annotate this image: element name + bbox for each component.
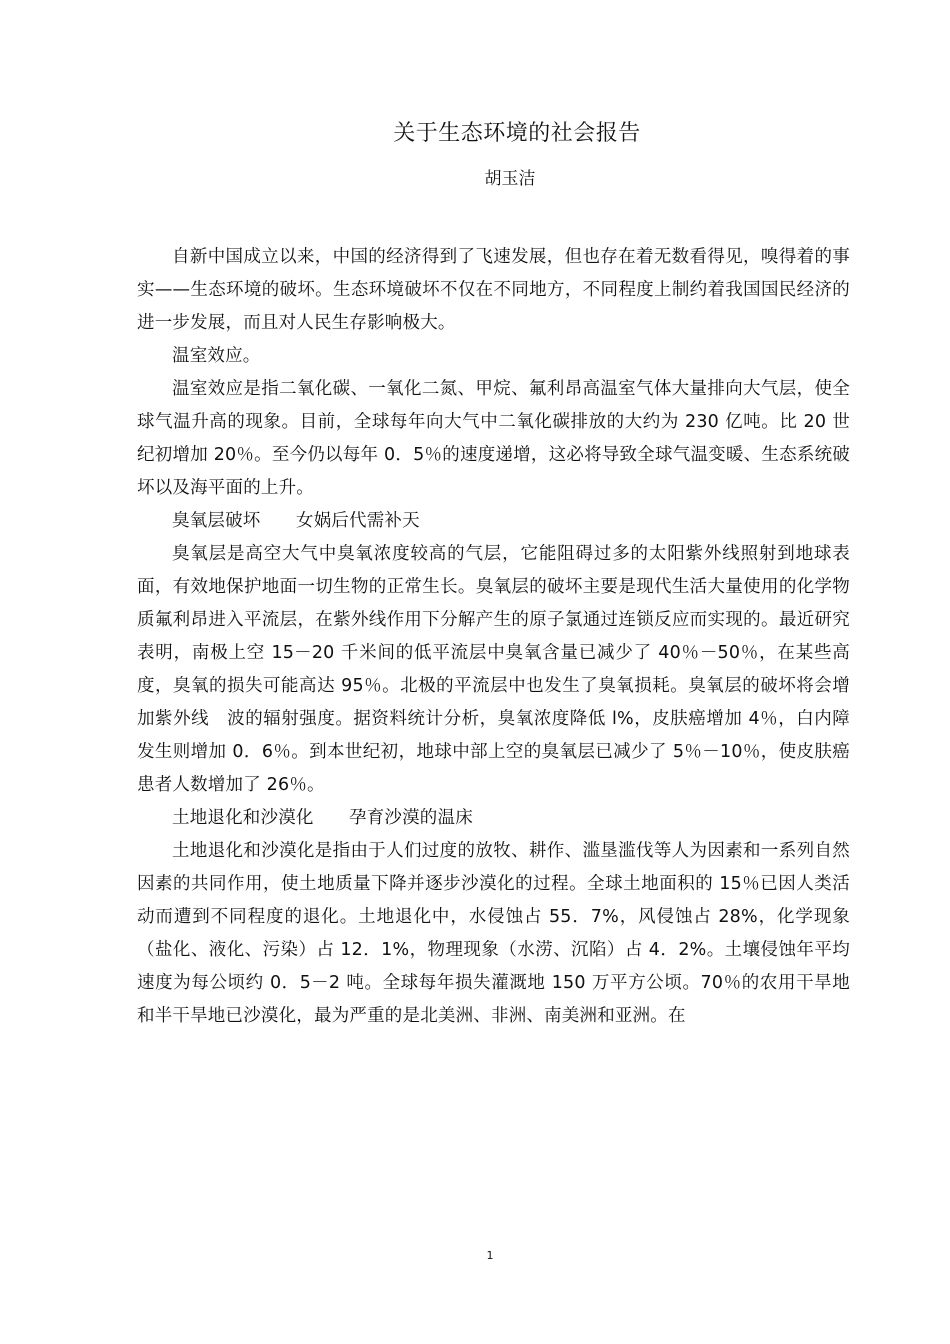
document-title: 关于生态环境的社会报告 (393, 121, 641, 146)
section-heading-desertification: 土地退化和沙漠化 孕育沙漠的温床 (172, 808, 473, 828)
page-number: 1 (486, 1249, 494, 1262)
section-heading-ozone: 臭氧层破坏 女娲后代需补天 (172, 511, 420, 531)
document-body (137, 241, 850, 1033)
paragraph-desertification: 土地退化和沙漠化是指由于人们过度的放牧、耕作、滥垦滥伐等人为因素和一系列自然因素的共同作用，使土地质量下降并逐步沙漠化的过程。全球土地面积的 15％已因人类活动而遭到不同程度的退化。土地退化中，水侵蚀占 55．7%，风侵蚀占 28%，化学现象（盐化、液化、污染）占 12．1%，物理现象（水涝、沉陷）占 4．2%。土壤侵蚀年平均速度为每公顷约 0．5－2 吨。全球每年损失灌溉地 150 万平方公顷。70％的农用干旱地和半干旱地已沙漠化，最为严重的是北美洲、非洲、南美洲和亚洲。在 (137, 841, 850, 1026)
document-author: 胡玉洁 (484, 169, 536, 189)
paragraph-greenhouse: 温室效应是指二氧化碳、一氧化二氮、甲烷、氟利昂高温室气体大量排向大气层，使全球气温升高的现象。目前，全球每年向大气中二氧化碳排放的大约为 230 亿吨。比 20 世纪初增加 20％。至今仍以每年 0．5％的速度递增，这必将导致全球气温变暖、生态系统破坏以及海平面的上升。 (137, 379, 850, 498)
section-heading-greenhouse: 温室效应。 (172, 346, 261, 366)
paragraph-intro: 自新中国成立以来，中国的经济得到了飞速发展，但也存在着无数看得见，嗅得着的事实——生态环境的破坏。生态环境破坏不仅在不同地方，不同程度上制约着我国国民经济的进一步发展，而且对人民生存影响极大。 (137, 247, 850, 333)
paragraph-ozone: 臭氧层是高空大气中臭氧浓度较高的气层，它能阻碍过多的太阳紫外线照射到地球表面，有效地保护地面一切生物的正常生长。臭氧层的破坏主要是现代生活大量使用的化学物质氟利昂进入平流层，在紫外线作用下分解产生的原子氯通过连锁反应而实现的。最近研究表明，南极上空 15－20 千米间的低平流层中臭氧含量已减少了 40％－50％，在某些高度，臭氧的损失可能高达 95％。北极的平流层中也发生了臭氧损耗。臭氧层的破坏将会增加紫外线 波的辐射强度。据资料统计分析，臭氧浓度降低 l%，皮肤癌增加 4％，白内障发生则增加 0．6％。到本世纪初，地球中部上空的臭氧层已减少了 5％－10％，使皮肤癌患者人数增加了 26％。 (137, 544, 850, 795)
